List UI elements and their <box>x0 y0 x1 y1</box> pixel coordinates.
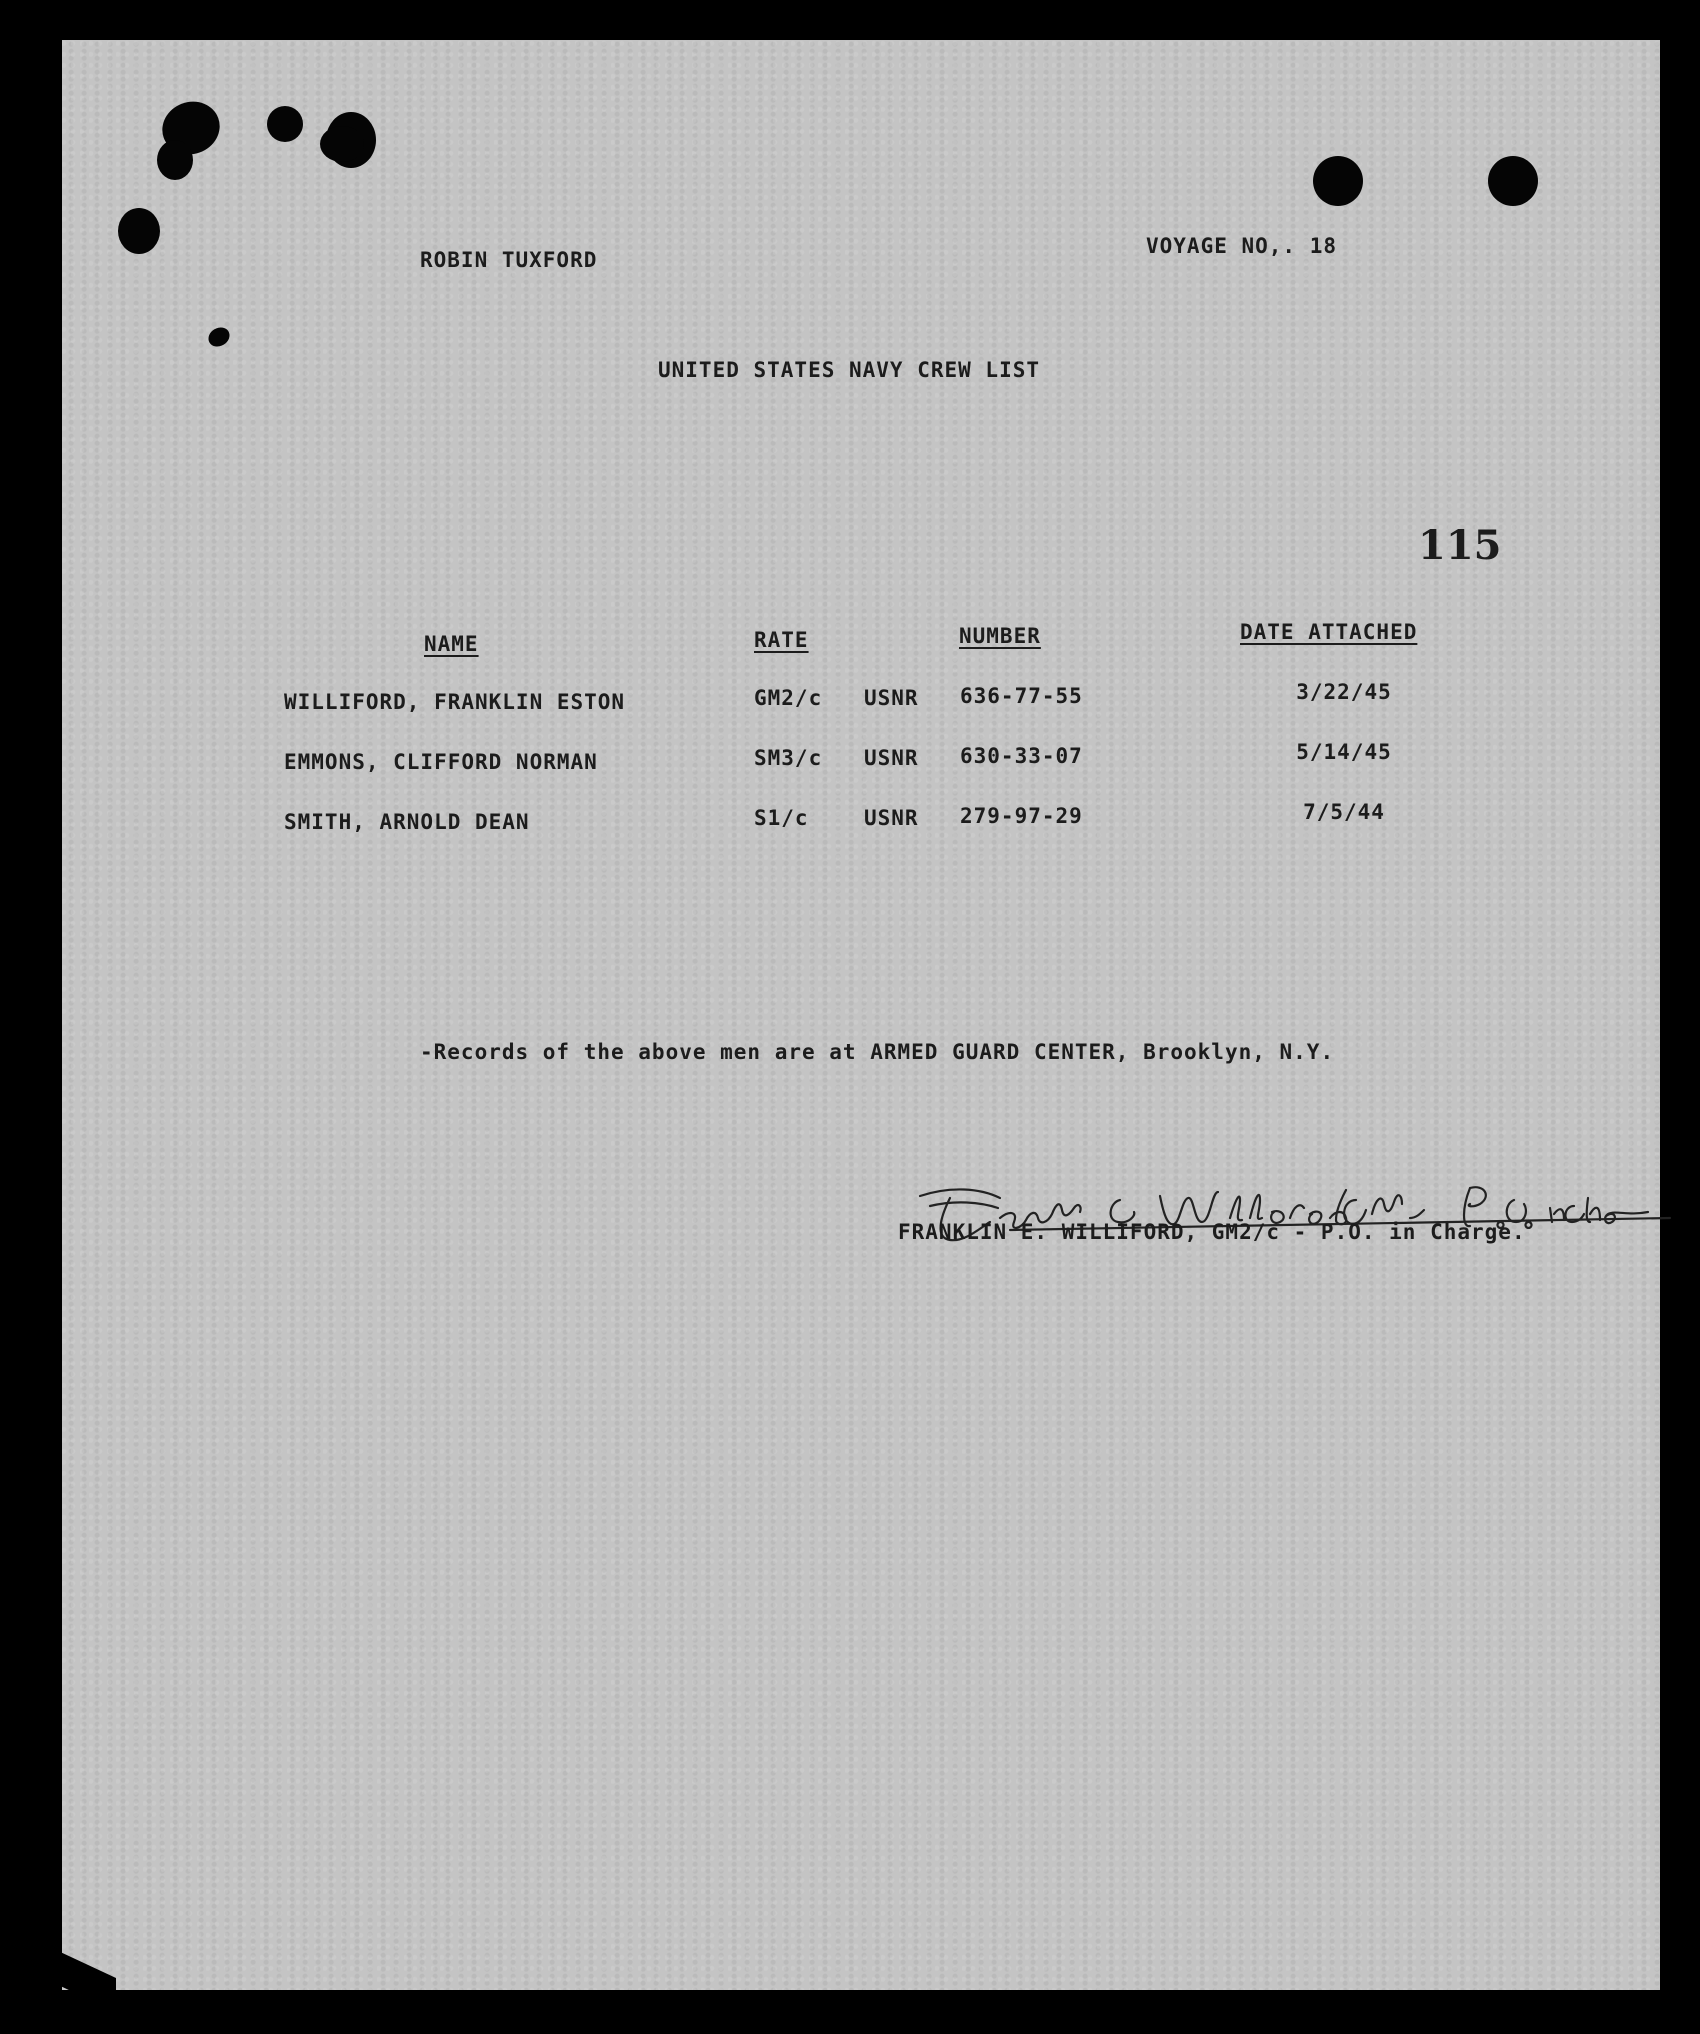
crew-name: WILLIFORD, FRANKLIN ESTON <box>284 690 626 714</box>
document-title: UNITED STATES NAVY CREW LIST <box>658 358 1041 382</box>
crew-rate: GM2/c <box>754 686 823 710</box>
crew-number: 636-77-55 <box>960 684 1083 708</box>
crew-number: 279-97-29 <box>960 804 1083 828</box>
crew-date-attached: 5/14/45 <box>1296 740 1392 764</box>
punch-hole <box>1488 156 1538 206</box>
punch-hole <box>267 106 303 142</box>
crew-name: SMITH, ARNOLD DEAN <box>284 810 530 834</box>
punch-hole <box>157 140 193 180</box>
column-header-date-attached: DATE ATTACHED <box>1240 620 1418 644</box>
punch-hole <box>1313 156 1363 206</box>
column-header-name: NAME <box>424 632 479 656</box>
crew-name: EMMONS, CLIFFORD NORMAN <box>284 750 598 774</box>
typed-signature: FRANKLIN E. WILLIFORD, GM2/c - P.O. in Charge. <box>898 1220 1526 1244</box>
crew-reserve: USNR <box>864 746 919 770</box>
punch-hole <box>118 208 160 254</box>
column-header-rate: RATE <box>754 628 809 652</box>
crew-reserve: USNR <box>864 686 919 710</box>
crew-date-attached: 7/5/44 <box>1303 800 1385 824</box>
column-header-number: NUMBER <box>959 624 1041 648</box>
ship-name: ROBIN TUXFORD <box>420 248 598 272</box>
crew-rate: S1/c <box>754 806 809 830</box>
document-page <box>62 40 1660 1990</box>
crew-number: 630-33-07 <box>960 744 1083 768</box>
crew-rate: SM3/c <box>754 746 823 770</box>
page-number: 115 <box>1418 522 1502 569</box>
punch-hole <box>205 324 233 351</box>
records-note: -Records of the above men are at ARMED GUARD CENTER, Brooklyn, N.Y. <box>420 1040 1335 1064</box>
voyage-number: VOYAGE NO,. 18 <box>1146 234 1338 258</box>
crew-date-attached: 3/22/45 <box>1296 680 1392 704</box>
punch-hole <box>320 126 364 162</box>
crew-reserve: USNR <box>864 806 919 830</box>
handwritten-signature <box>910 1178 1700 1258</box>
